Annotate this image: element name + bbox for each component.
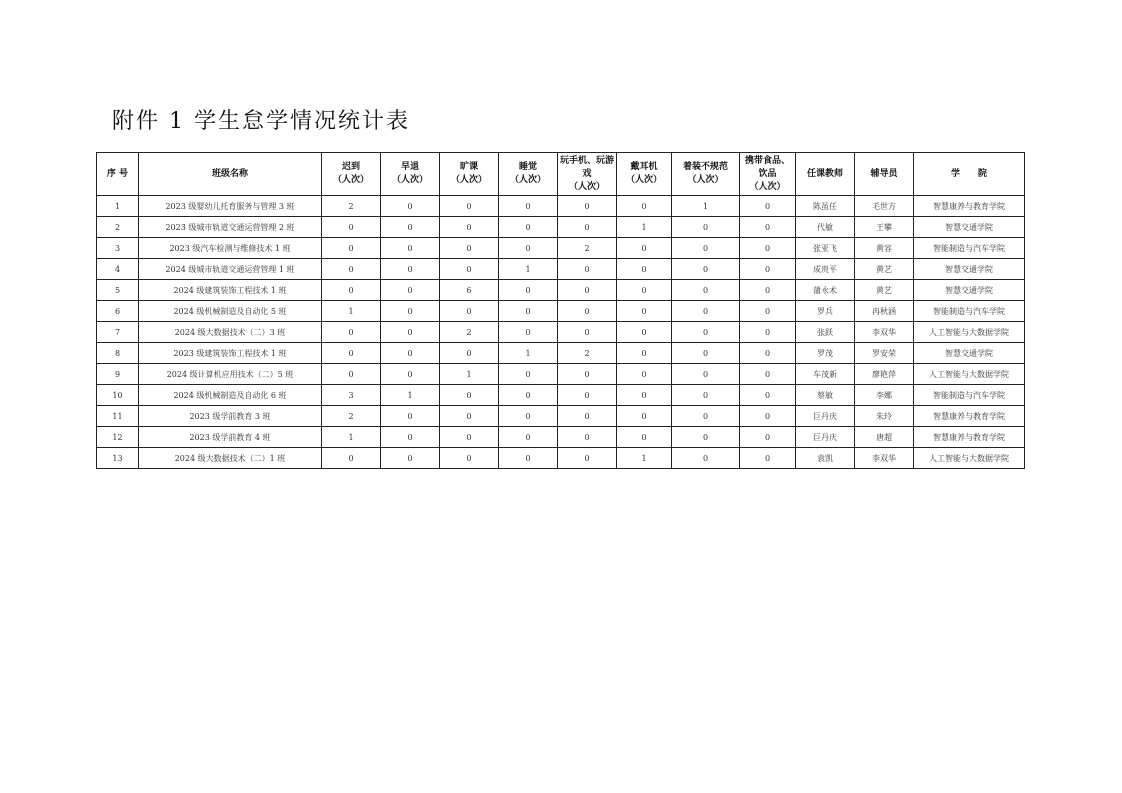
table-cell: 袁凯 (796, 448, 855, 469)
table-cell: 0 (617, 301, 672, 322)
column-header (558, 153, 617, 196)
table-cell: 8 (97, 343, 139, 364)
table-cell: 0 (440, 238, 499, 259)
column-header-unit: （人次） (391, 175, 428, 185)
table-cell: 0 (381, 217, 440, 238)
table-cell: 0 (617, 427, 672, 448)
table-cell: 智能制造与汽车学院 (914, 385, 1025, 406)
column-header-label: 旷课 (459, 162, 478, 172)
table-cell: 0 (381, 196, 440, 217)
table-cell: 0 (558, 259, 617, 280)
table-cell: 7 (97, 322, 139, 343)
table-cell: 2023 级建筑装饰工程技术 1 班 (139, 343, 322, 364)
table-cell: 0 (322, 343, 381, 364)
table-cell: 唐超 (855, 427, 914, 448)
table-cell: 0 (381, 427, 440, 448)
column-header (440, 153, 499, 196)
table-cell: 2024 级机械制造及自动化 6 班 (139, 385, 322, 406)
table-cell: 0 (740, 364, 796, 385)
column-header-unit: （人次） (687, 175, 724, 185)
table-cell: 0 (381, 238, 440, 259)
table-cell: 1 (617, 217, 672, 238)
table-cell: 0 (672, 280, 740, 301)
column-header (672, 153, 740, 196)
table-cell: 1 (381, 385, 440, 406)
table-cell: 代敏 (796, 217, 855, 238)
table-cell: 0 (440, 343, 499, 364)
table-cell: 0 (558, 280, 617, 301)
column-header-label: 睡觉 (518, 162, 537, 172)
table-cell: 0 (617, 406, 672, 427)
table-cell: 1 (617, 448, 672, 469)
table-cell: 0 (322, 364, 381, 385)
table-cell: 0 (381, 259, 440, 280)
table-cell: 2 (97, 217, 139, 238)
table-cell: 4 (97, 259, 139, 280)
table-cell: 0 (672, 385, 740, 406)
table-cell: 2023 级婴幼儿托育服务与管理 3 班 (139, 196, 322, 217)
table-cell: 0 (617, 364, 672, 385)
table-cell: 0 (499, 217, 558, 238)
table-cell: 廖艳萍 (855, 364, 914, 385)
table-row (97, 385, 1025, 406)
table-cell: 0 (558, 196, 617, 217)
table-cell: 0 (740, 427, 796, 448)
table-cell: 0 (617, 196, 672, 217)
table-cell: 成贵平 (796, 259, 855, 280)
table-cell: 0 (672, 238, 740, 259)
table-cell: 0 (558, 448, 617, 469)
column-header (499, 153, 558, 196)
table-row (97, 406, 1025, 427)
column-header-unit: （人次） (509, 175, 546, 185)
table-cell: 智慧交通学院 (914, 259, 1025, 280)
table-cell: 2024 级城市轨道交通运营管理 1 班 (139, 259, 322, 280)
table-cell: 巨丹庆 (796, 406, 855, 427)
table-cell: 3 (322, 385, 381, 406)
table-cell: 0 (499, 427, 558, 448)
table-cell: 12 (97, 427, 139, 448)
table-row (97, 280, 1025, 301)
table-cell: 0 (322, 238, 381, 259)
table-cell: 2 (322, 196, 381, 217)
table-cell: 0 (381, 448, 440, 469)
table-cell: 李双华 (855, 322, 914, 343)
table-cell: 巨丹庆 (796, 427, 855, 448)
table-row (97, 343, 1025, 364)
table-cell: 0 (617, 322, 672, 343)
table-cell: 张亚飞 (796, 238, 855, 259)
table-cell: 智慧交通学院 (914, 343, 1025, 364)
table-row (97, 301, 1025, 322)
table-row (97, 364, 1025, 385)
table-cell: 人工智能与大数据学院 (914, 448, 1025, 469)
table-cell: 2024 级计算机应用技术（二）5 班 (139, 364, 322, 385)
column-header-unit: （人次） (749, 181, 786, 192)
table-row (97, 259, 1025, 280)
table-cell: 2 (440, 322, 499, 343)
table-cell: 黄艺 (855, 280, 914, 301)
column-header (855, 153, 914, 196)
column-header (97, 153, 139, 196)
table-cell: 9 (97, 364, 139, 385)
table-cell: 0 (672, 364, 740, 385)
table-cell: 0 (440, 301, 499, 322)
column-header (796, 153, 855, 196)
table-body (97, 196, 1025, 469)
table-cell: 0 (672, 427, 740, 448)
table-cell: 0 (740, 406, 796, 427)
table-cell: 0 (322, 448, 381, 469)
table-cell: 0 (617, 238, 672, 259)
table-cell: 人工智能与大数据学院 (914, 322, 1025, 343)
table-row (97, 217, 1025, 238)
table-cell: 0 (740, 217, 796, 238)
table-cell: 2024 级建筑装饰工程技术 1 班 (139, 280, 322, 301)
table-cell: 1 (499, 343, 558, 364)
table-cell: 0 (440, 385, 499, 406)
table-cell: 0 (440, 196, 499, 217)
table-cell: 0 (617, 343, 672, 364)
table-cell: 0 (740, 196, 796, 217)
table-cell: 张跃 (796, 322, 855, 343)
header-row (97, 153, 1025, 196)
table-cell: 罗兵 (796, 301, 855, 322)
table-cell: 0 (672, 343, 740, 364)
table-cell: 王攀 (855, 217, 914, 238)
table-cell: 1 (322, 427, 381, 448)
table-cell: 0 (558, 364, 617, 385)
table-cell: 李娜 (855, 385, 914, 406)
table-cell: 2023 级汽车检测与维修技术 1 班 (139, 238, 322, 259)
table-cell: 2 (558, 343, 617, 364)
table-cell: 0 (617, 259, 672, 280)
table-cell: 0 (558, 217, 617, 238)
table-cell: 毛世方 (855, 196, 914, 217)
table-cell: 智慧交通学院 (914, 217, 1025, 238)
table-cell: 0 (740, 280, 796, 301)
table-cell: 智能制造与汽车学院 (914, 301, 1025, 322)
column-header-label: 辅导员 (870, 168, 898, 179)
table-cell: 0 (381, 301, 440, 322)
table-cell: 0 (440, 448, 499, 469)
table-cell: 智能制造与汽车学院 (914, 238, 1025, 259)
table-cell: 2023 级学前教育 4 班 (139, 427, 322, 448)
table-cell: 人工智能与大数据学院 (914, 364, 1025, 385)
table-cell: 0 (672, 406, 740, 427)
table-cell: 0 (740, 322, 796, 343)
table-cell: 罗安荣 (855, 343, 914, 364)
table-cell: 0 (322, 259, 381, 280)
table-cell: 5 (97, 280, 139, 301)
column-header-unit: （人次） (568, 181, 605, 192)
table-cell: 李双华 (855, 448, 914, 469)
column-header-label: 任课教师 (806, 168, 843, 179)
table-cell: 0 (740, 301, 796, 322)
column-header (139, 153, 322, 196)
table-cell: 10 (97, 385, 139, 406)
table-cell: 车茂新 (796, 364, 855, 385)
table-cell: 0 (499, 301, 558, 322)
table-cell: 0 (558, 385, 617, 406)
column-header-unit: （人次） (625, 175, 662, 185)
statistics-table (96, 152, 1025, 469)
table-row (97, 196, 1025, 217)
table-cell: 蒲永术 (796, 280, 855, 301)
table-cell: 0 (381, 343, 440, 364)
table-cell: 0 (322, 280, 381, 301)
table-cell: 2 (322, 406, 381, 427)
column-header-label: 戴耳机 (630, 162, 658, 172)
table-cell: 黄艺 (855, 259, 914, 280)
table-cell: 陈虽任 (796, 196, 855, 217)
column-header-label: 早退 (400, 162, 419, 172)
table-cell: 0 (558, 322, 617, 343)
table-cell: 1 (322, 301, 381, 322)
table-cell: 0 (440, 259, 499, 280)
table-cell: 0 (499, 238, 558, 259)
table-cell: 6 (97, 301, 139, 322)
table-cell: 2023 级城市轨道交通运营管理 2 班 (139, 217, 322, 238)
column-header-label: 序 号 (106, 168, 129, 179)
table-header (97, 153, 1025, 196)
table-cell: 0 (740, 448, 796, 469)
table-cell: 0 (558, 301, 617, 322)
table-cell: 0 (440, 217, 499, 238)
table-cell: 冉秋涵 (855, 301, 914, 322)
column-header (322, 153, 381, 196)
table-cell: 2 (558, 238, 617, 259)
table-row (97, 448, 1025, 469)
table-cell: 智慧康养与教育学院 (914, 406, 1025, 427)
table-cell: 0 (322, 217, 381, 238)
table-cell: 0 (558, 427, 617, 448)
column-header-unit: （人次） (332, 175, 369, 185)
table-cell: 1 (499, 259, 558, 280)
table-cell: 0 (322, 322, 381, 343)
table-cell: 0 (617, 385, 672, 406)
column-header-label: 迟到 (341, 162, 360, 172)
table-cell: 智慧康养与教育学院 (914, 196, 1025, 217)
table-cell: 1 (440, 364, 499, 385)
column-header-label: 着装不规范 (682, 162, 728, 172)
table-cell: 0 (499, 280, 558, 301)
table-cell: 朱玲 (855, 406, 914, 427)
table-cell: 6 (440, 280, 499, 301)
table-cell: 0 (499, 448, 558, 469)
table-cell: 0 (440, 406, 499, 427)
table-cell: 0 (740, 259, 796, 280)
table-cell: 1 (672, 196, 740, 217)
table-cell: 0 (499, 385, 558, 406)
table-cell: 2024 级大数据技术（二）3 班 (139, 322, 322, 343)
table-cell: 2024 级大数据技术（二）1 班 (139, 448, 322, 469)
table-cell: 智慧康养与教育学院 (914, 427, 1025, 448)
table-cell: 0 (740, 385, 796, 406)
table-cell: 1 (97, 196, 139, 217)
table-cell: 0 (672, 217, 740, 238)
table-cell: 蔡敏 (796, 385, 855, 406)
table-cell: 0 (672, 301, 740, 322)
column-header (740, 153, 796, 196)
table-cell: 0 (558, 406, 617, 427)
table-cell: 2024 级机械制造及自动化 5 班 (139, 301, 322, 322)
column-header-label: 班级名称 (211, 168, 248, 179)
table-row (97, 427, 1025, 448)
table-cell: 0 (381, 364, 440, 385)
table-cell: 0 (381, 280, 440, 301)
table-cell: 0 (499, 196, 558, 217)
table-cell: 0 (740, 343, 796, 364)
table-cell: 0 (672, 448, 740, 469)
table-row (97, 322, 1025, 343)
column-header (381, 153, 440, 196)
column-header-unit: （人次） (450, 175, 487, 185)
table-row (97, 238, 1025, 259)
column-header (617, 153, 672, 196)
table-cell: 0 (381, 322, 440, 343)
table-cell: 0 (617, 280, 672, 301)
table-cell: 0 (672, 322, 740, 343)
column-header-label: 玩手机、玩游戏 (560, 155, 615, 179)
table-cell: 黄容 (855, 238, 914, 259)
table-cell: 13 (97, 448, 139, 469)
column-header (914, 153, 1025, 196)
table-cell: 0 (440, 427, 499, 448)
table-cell: 11 (97, 406, 139, 427)
table-cell: 0 (740, 238, 796, 259)
column-header-label: 携带食品、饮品 (744, 155, 790, 179)
table-cell: 0 (381, 406, 440, 427)
table-cell: 0 (499, 406, 558, 427)
table-cell: 罗茂 (796, 343, 855, 364)
column-header-label: 学 院 (950, 168, 987, 179)
table-cell: 0 (499, 364, 558, 385)
table-cell: 2023 级学前教育 3 班 (139, 406, 322, 427)
table-cell: 0 (499, 322, 558, 343)
table-cell: 0 (672, 259, 740, 280)
table-cell: 3 (97, 238, 139, 259)
table-cell: 智慧交通学院 (914, 280, 1025, 301)
page-title: 附件 1 学生怠学情况统计表 (112, 109, 410, 134)
